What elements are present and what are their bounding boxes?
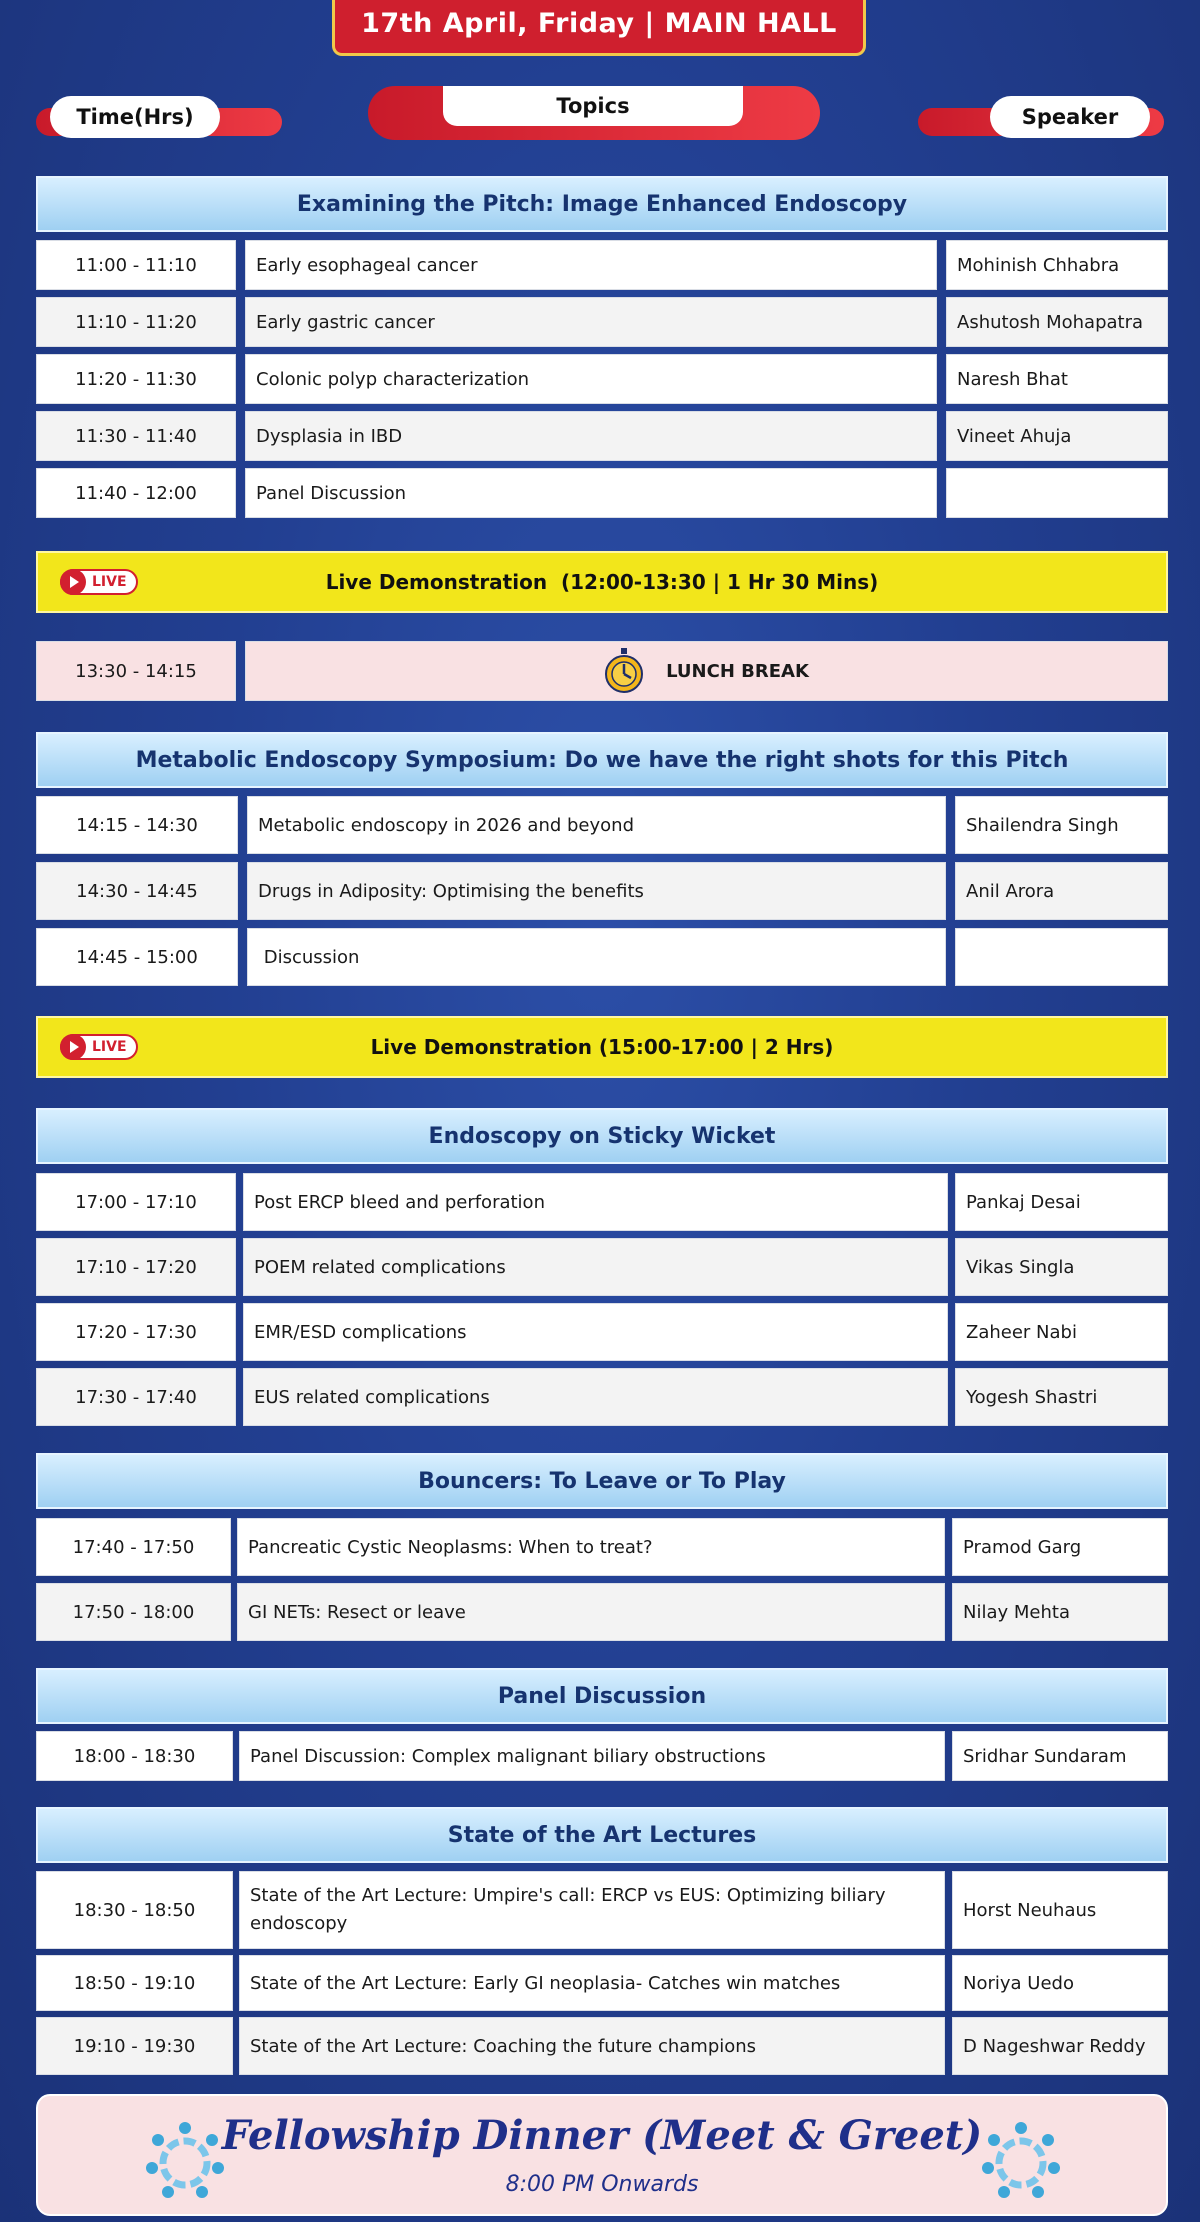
row-time: 13:30 - 14:15 [36, 641, 236, 701]
col-header-time [36, 96, 282, 138]
row-time: 14:15 - 14:30 [36, 796, 238, 854]
table-row [36, 1518, 1168, 1576]
row-time: 11:00 - 11:10 [36, 240, 236, 290]
row-time: 17:30 - 17:40 [36, 1368, 236, 1426]
table-row [36, 1731, 1168, 1781]
table-row [36, 1955, 1168, 2011]
live-demo-bar-1 [36, 551, 1168, 613]
col-topics-label: Topics [443, 86, 743, 126]
table-row [36, 354, 1168, 404]
row-time: 17:50 - 18:00 [36, 1583, 231, 1641]
row-speaker: Yogesh Shastri [955, 1368, 1168, 1426]
session-header-metabolic: Metabolic Endoscopy Symposium: Do we have the right shots for this Pitch [36, 732, 1168, 788]
lunch-row [36, 641, 1168, 701]
row-speaker: Zaheer Nabi [955, 1303, 1168, 1361]
row-topic: Metabolic endoscopy in 2026 and beyond [247, 796, 946, 854]
row-time: 14:45 - 15:00 [36, 928, 238, 986]
col-header-speaker [918, 96, 1164, 138]
row-speaker: Vikas Singla [955, 1238, 1168, 1296]
live-badge-text: LIVE [92, 574, 127, 590]
session-header-image-enhanced: Examining the Pitch: Image Enhanced Endoscopy [36, 176, 1168, 232]
row-speaker: Nilay Mehta [952, 1583, 1168, 1641]
row-time: 18:00 - 18:30 [36, 1731, 233, 1781]
session-header-panel-discussion: Panel Discussion [36, 1668, 1168, 1724]
table-row [36, 2017, 1168, 2075]
row-speaker: Pramod Garg [952, 1518, 1168, 1576]
fellowship-dinner-banner [36, 2094, 1168, 2216]
session-header-bouncers: Bouncers: To Leave or To Play [36, 1453, 1168, 1509]
row-topic: State of the Art Lecture: Umpire's call: ERCP vs EUS: Optimizing biliary endoscopy [239, 1871, 945, 1949]
table-row [36, 796, 1168, 854]
row-speaker: Noriya Uedo [952, 1955, 1168, 2011]
table-row [36, 862, 1168, 920]
row-time: 19:10 - 19:30 [36, 2017, 233, 2075]
row-time: 18:50 - 19:10 [36, 1955, 233, 2011]
table-row [36, 411, 1168, 461]
row-topic: GI NETs: Resect or leave [237, 1583, 945, 1641]
row-time: 11:30 - 11:40 [36, 411, 236, 461]
row-topic: Panel Discussion: Complex malignant biliary obstructions [239, 1731, 945, 1781]
live-badge-text: LIVE [92, 1039, 127, 1055]
row-topic: Pancreatic Cystic Neoplasms: When to treat? [237, 1518, 945, 1576]
row-topic: EMR/ESD complications [243, 1303, 948, 1361]
row-topic: State of the Art Lecture: Coaching the future champions [239, 2017, 945, 2075]
col-time-label: Time(Hrs) [50, 96, 220, 138]
date-hall-banner [332, 0, 866, 56]
row-speaker: Sridhar Sundaram [952, 1731, 1168, 1781]
row-time: 11:20 - 11:30 [36, 354, 236, 404]
live-badge [60, 1034, 138, 1060]
row-topic: Panel Discussion [245, 468, 937, 518]
row-speaker: Pankaj Desai [955, 1173, 1168, 1231]
row-time: 11:40 - 12:00 [36, 468, 236, 518]
date-hall-text: 17th April, Friday | MAIN HALL [361, 8, 837, 39]
table-row [36, 1871, 1168, 1949]
row-speaker: Horst Neuhaus [952, 1871, 1168, 1949]
row-topic: EUS related complications [243, 1368, 948, 1426]
row-topic: Colonic polyp characterization [245, 354, 937, 404]
row-topic: Discussion [247, 928, 946, 986]
live-demo-bar-2 [36, 1016, 1168, 1078]
col-header-topics [368, 86, 820, 140]
row-time: 11:10 - 11:20 [36, 297, 236, 347]
row-topic: POEM related complications [243, 1238, 948, 1296]
lunch-break-cell [245, 641, 1168, 701]
row-speaker: Anil Arora [955, 862, 1168, 920]
lunch-break-text: LUNCH BREAK [666, 660, 809, 682]
col-speaker-label: Speaker [990, 96, 1150, 138]
live-demo-text: Live Demonstration (15:00-17:00 | 2 Hrs) [370, 1035, 834, 1059]
row-speaker: Mohinish Chhabra [946, 240, 1168, 290]
session-header-state-of-the-art: State of the Art Lectures [36, 1807, 1168, 1863]
row-speaker: Shailendra Singh [955, 796, 1168, 854]
row-time: 17:40 - 17:50 [36, 1518, 231, 1576]
row-topic: Early gastric cancer [245, 297, 937, 347]
table-row [36, 1238, 1168, 1296]
dinner-subtitle: 8:00 PM Onwards [505, 2172, 699, 2197]
table-row [36, 468, 1168, 518]
row-topic: Drugs in Adiposity: Optimising the benefits [247, 862, 946, 920]
row-speaker: D Nageshwar Reddy [952, 2017, 1168, 2075]
row-topic: Dysplasia in IBD [245, 411, 937, 461]
dinner-title: Fellowship Dinner (Meet & Greet) [221, 2112, 983, 2159]
play-icon [60, 1034, 86, 1060]
row-speaker: Naresh Bhat [946, 354, 1168, 404]
people-circle-icon [978, 2118, 1064, 2204]
row-time: 18:30 - 18:50 [36, 1871, 233, 1949]
row-topic: Post ERCP bleed and perforation [243, 1173, 948, 1231]
row-time: 14:30 - 14:45 [36, 862, 238, 920]
live-badge [60, 569, 138, 595]
row-speaker [955, 928, 1168, 986]
clock-icon [604, 648, 644, 694]
table-row [36, 240, 1168, 290]
play-icon [60, 569, 86, 595]
row-speaker [946, 468, 1168, 518]
live-demo-text: Live Demonstration (12:00-13:30 | 1 Hr 30 Mins) [325, 570, 879, 594]
row-time: 17:00 - 17:10 [36, 1173, 236, 1231]
row-time: 17:20 - 17:30 [36, 1303, 236, 1361]
table-row [36, 1303, 1168, 1361]
table-row [36, 1368, 1168, 1426]
table-row [36, 297, 1168, 347]
row-speaker: Ashutosh Mohapatra [946, 297, 1168, 347]
row-topic: Early esophageal cancer [245, 240, 937, 290]
table-row [36, 1583, 1168, 1641]
row-speaker: Vineet Ahuja [946, 411, 1168, 461]
table-row [36, 928, 1168, 986]
session-header-sticky-wicket: Endoscopy on Sticky Wicket [36, 1108, 1168, 1164]
table-row [36, 1173, 1168, 1231]
row-time: 17:10 - 17:20 [36, 1238, 236, 1296]
row-topic: State of the Art Lecture: Early GI neoplasia- Catches win matches [239, 1955, 945, 2011]
